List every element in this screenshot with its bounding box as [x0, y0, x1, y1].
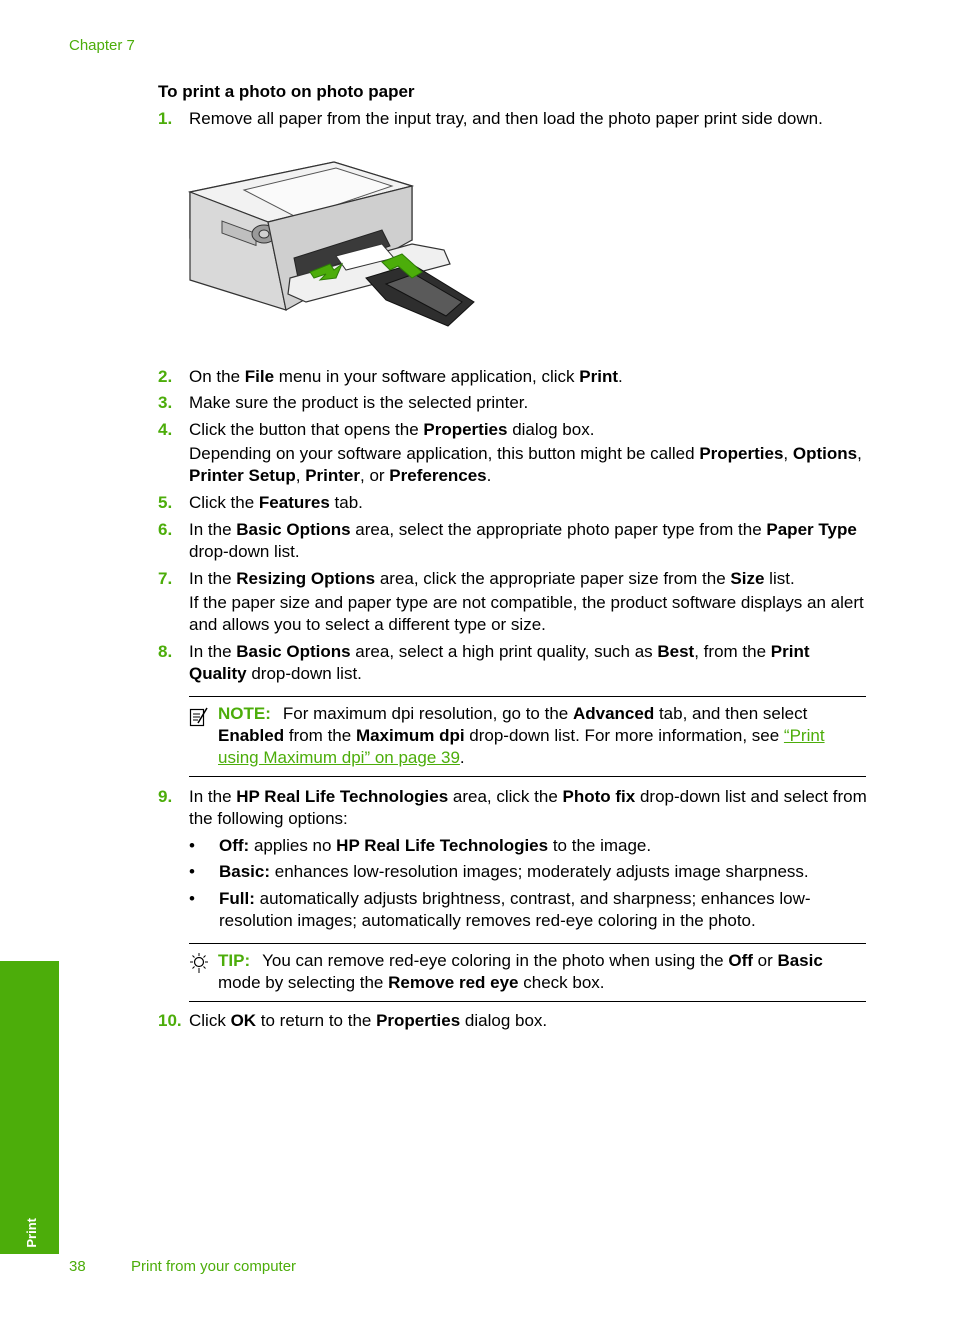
step-number: 4.: [158, 420, 173, 439]
list-item: • Basic: enhances low-resolution images; moderately adjusts image sharpness.: [189, 862, 809, 881]
step-number: 7.: [158, 569, 173, 588]
step-number: 1.: [158, 109, 173, 128]
step-text: Click the Features tab.: [189, 493, 363, 512]
step-number: 5.: [158, 493, 173, 512]
step-text: Remove all paper from the input tray, and then load the photo paper print side down.: [189, 109, 823, 128]
section-sidebar-tab: [0, 961, 59, 1254]
step-number: 10.: [158, 1011, 182, 1030]
step-2: [158, 366, 870, 388]
step-number: 8.: [158, 642, 173, 661]
list-item: • Off: applies no HP Real Life Technologies to the image.: [189, 836, 652, 855]
tip-callout: [189, 943, 866, 1002]
tip-text: TIP: You can remove red-eye coloring in the photo when using the Off or Basic mode by selecting the Remove red eye check box.: [218, 951, 823, 992]
step-3: [158, 392, 870, 414]
list-item: • Full: automatically adjusts brightness, contrast, and sharpness; enhances low-resolution images; automatically removes red-eye coloring in the photo.: [189, 889, 811, 930]
step-text: In the Basic Options area, select a high print quality, such as Best, from the Print Quality drop-down list.: [189, 642, 810, 683]
step-text: Click OK to return to the Properties dialog box.: [189, 1011, 548, 1030]
step-10: [158, 1010, 870, 1032]
step-7: [158, 568, 870, 636]
step-number: 3.: [158, 393, 173, 412]
note-label: NOTE:: [218, 704, 271, 723]
step-1: [158, 108, 870, 130]
step-text: In the HP Real Life Technologies area, click the Photo fix drop-down list and select from the following options:: [189, 787, 867, 828]
note-callout: [189, 696, 866, 777]
procedure-title: To print a photo on photo paper: [158, 82, 415, 101]
step-4: [158, 419, 870, 487]
step-text: On the File menu in your software application, click Print.: [189, 367, 623, 386]
step-number: 2.: [158, 367, 173, 386]
step-6: [158, 519, 870, 563]
printer-illustration: [186, 160, 476, 328]
step-text: In the Resizing Options area, click the appropriate paper size from the Size list.: [189, 569, 795, 588]
step-9: [158, 786, 870, 830]
maximum-dpi-link[interactable]: “Print using Maximum dpi” on page 39: [218, 726, 825, 767]
step-subtext: Depending on your software application, this button might be called Properties, Options, Printer Setup, Printer, or Preferences.: [189, 444, 862, 485]
note-text: NOTE: For maximum dpi resolution, go to the Advanced tab, and then select Enabled from the Maximum dpi drop-down list. For more information, see “Print using Maximum dpi” on page 39.: [218, 704, 825, 767]
step-8: [158, 641, 870, 685]
step-text: In the Basic Options area, select the appropriate photo paper type from the Paper Type drop-down list.: [189, 520, 857, 561]
page-number: 38: [69, 1258, 86, 1275]
footer-title: Print from your computer: [131, 1258, 297, 1275]
step-5: [158, 492, 870, 514]
note-icon: [189, 706, 209, 734]
tip-lightbulb-icon: [189, 952, 209, 980]
chapter-label: Chapter 7: [69, 37, 135, 54]
step-text: Make sure the product is the selected printer.: [189, 393, 529, 412]
step-text: Click the button that opens the Properties dialog box.: [189, 420, 595, 439]
printer-loading-photo-paper-illustration: [186, 160, 476, 328]
step-subtext: If the paper size and paper type are not compatible, the product software displays an alert and allows you to select a different type or size.: [189, 593, 864, 634]
step-number: 6.: [158, 520, 173, 539]
tip-label: TIP:: [218, 951, 251, 970]
sidebar-label: Print: [24, 1218, 39, 1248]
step-number: 9.: [158, 787, 173, 806]
